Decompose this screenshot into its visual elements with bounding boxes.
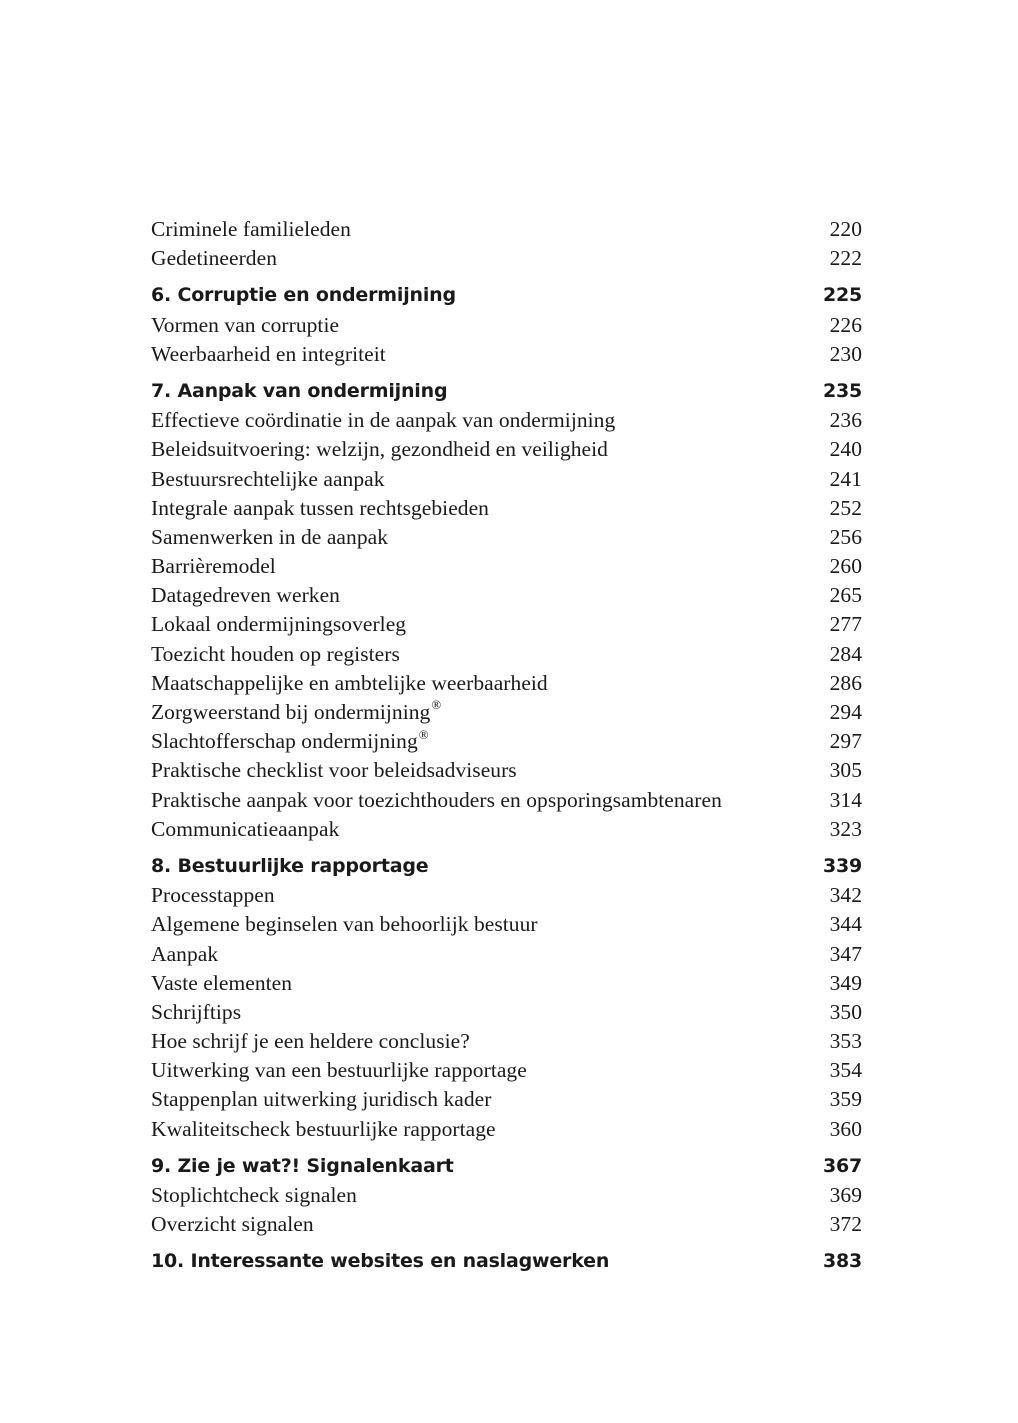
title-text: Barrièremodel [151,554,276,579]
entry-title [151,465,385,494]
toc-entry [151,786,862,815]
chapter-title [151,377,447,406]
toc-entry [151,435,862,464]
page-number: 230 [829,341,862,366]
title-text: Vormen van corruptie [151,312,340,337]
entry-title [151,610,406,639]
toc-entry [151,940,862,969]
title-text: Criminele familieleden [151,217,351,241]
toc-entry [151,910,862,939]
page-number: 339 [822,854,862,877]
page-number: 294 [829,700,862,724]
page-number: 235 [822,379,862,402]
page-number: 360 [829,1116,862,1141]
title-text: Communicatieaanpak [151,816,340,841]
toc-chapter-heading [151,852,862,881]
page-number: 240 [829,437,862,462]
title-text: Effectieve coördinatie in de aanpak van ondermijning [151,408,616,433]
page-number: 236 [829,408,862,433]
title-text: Integrale aanpak tussen rechtsgebieden [151,495,489,520]
title-text: Datagedreven werken [151,583,340,608]
entry-title [151,311,339,340]
toc-entry [151,727,862,756]
title-text: Processtappen [151,883,275,908]
page-number: 286 [829,670,862,695]
entry-title [151,340,386,369]
title-text: Weerbaarheid en integriteit [151,341,386,366]
title-text: Zorgweerstand bij ondermijning [151,700,431,724]
chapter-title [151,1152,454,1181]
entry-title [151,552,276,581]
entry-title [151,815,339,844]
title-text: Schrijftips [151,999,242,1024]
entry-title [151,1085,491,1114]
title-text: Vaste elementen [151,970,293,995]
entry-title [151,435,608,464]
page-number: 220 [829,217,862,241]
title-text: Algemene beginselen van behoorlijk bestuur [151,912,538,937]
title-text: Praktische aanpak voor toezichthouders en opsporingsambtenaren [151,787,722,812]
toc-chapter-heading [151,1247,862,1276]
title-text: Gedetineerden [151,246,277,271]
page-number: 260 [829,554,862,579]
toc-entry [151,669,862,698]
page-number: 225 [822,284,862,307]
entry-title [151,1115,496,1144]
toc-entry [151,1056,862,1085]
toc-entry [151,465,862,494]
toc-entry [151,640,862,669]
entry-title [151,698,441,727]
table-of-contents [151,215,862,1277]
entry-title [151,669,548,698]
entry-title [151,940,218,969]
entry-title [151,1181,357,1210]
title-text: Uitwerking van een bestuurlijke rapportage [151,1058,527,1083]
page-number: 353 [829,1029,862,1054]
entry-title [151,406,615,435]
title-text: Toezicht houden op registers [151,641,400,666]
title-text: Overzicht signalen [151,1212,314,1237]
title-text: 9. Zie je wat?! Signalenkaart [151,1154,454,1177]
toc-entry [151,1210,862,1239]
entry-title [151,998,241,1027]
toc-chapter-heading [151,281,862,310]
entry-title [151,1027,470,1056]
page-number: 265 [829,583,862,608]
entry-title [151,523,388,552]
toc-entry [151,1027,862,1056]
toc-entry [151,969,862,998]
chapter-title [151,281,456,310]
page-number: 305 [829,758,862,783]
page-number: 277 [829,612,862,637]
toc-entry [151,581,862,610]
toc-chapter-heading [151,1152,862,1181]
toc-entry [151,1181,862,1210]
toc-entry [151,340,862,369]
entry-title [151,910,538,939]
toc-chapter-heading [151,377,862,406]
toc-entry [151,1085,862,1114]
title-text: Beleidsuitvoering: welzijn, gezondheid en veiligheid [151,437,608,462]
toc-entry [151,1115,862,1144]
title-text: Kwaliteitscheck bestuurlijke rapportage [151,1116,496,1141]
toc-entry [151,311,862,340]
toc-entry [151,881,862,910]
title-text: 7. Aanpak van ondermijning [151,379,448,402]
toc-entry [151,523,862,552]
toc-entry [151,406,862,435]
page-number: 372 [829,1212,862,1237]
title-text: Praktische checklist voor beleidsadviseurs [151,758,517,783]
page-number: 222 [829,246,862,271]
registered-mark: ® [431,698,442,713]
entry-title [151,881,275,910]
page-number: 349 [829,970,862,995]
toc-entry [151,698,862,727]
toc-entry [151,998,862,1027]
page-number: 252 [829,495,862,520]
title-text: Bestuursrechtelijke aanpak [151,466,385,491]
title-text: Samenwerken in de aanpak [151,524,389,549]
page-number: 284 [829,641,862,666]
toc-entry [151,244,862,273]
title-text: Maatschappelijke en ambtelijke weerbaarheid [151,670,548,695]
entry-title [151,244,277,273]
page-number: 367 [822,1154,862,1177]
entry-title [151,581,340,610]
page-number: 342 [829,883,862,908]
entry-title [151,786,722,815]
title-text: Aanpak [151,941,219,966]
page-number: 226 [829,312,862,337]
page-number: 354 [829,1058,862,1083]
entry-title [151,494,489,523]
page-number: 344 [829,912,862,937]
chapter-title [151,1247,609,1276]
title-text: Stappenplan uitwerking juridisch kader [151,1087,492,1112]
toc-entry [151,815,862,844]
page-number: 359 [829,1087,862,1112]
page-number: 256 [829,524,862,549]
entry-title [151,756,517,785]
title-text: Stoplichtcheck signalen [151,1183,357,1207]
toc-entry [151,756,862,785]
title-text: Lokaal ondermijningsoverleg [151,612,407,637]
toc-entry [151,610,862,639]
toc-entry [151,215,862,244]
toc-entry [151,552,862,581]
page-number: 383 [822,1250,862,1273]
entry-title [151,1210,314,1239]
chapter-title [151,852,428,881]
page-number: 369 [829,1183,862,1207]
entry-title [151,969,292,998]
entry-title [151,215,351,244]
toc-entry [151,494,862,523]
entry-title [151,640,400,669]
title-text: 6. Corruptie en ondermijning [151,284,456,307]
title-text: 10. Interessante websites en naslagwerken [151,1250,610,1273]
entry-title [151,727,429,756]
page-number: 350 [829,999,862,1024]
page-number: 347 [829,941,862,966]
page-number: 323 [829,816,862,841]
page-number: 314 [829,787,862,812]
title-text: Hoe schrijf je een heldere conclusie? [151,1029,470,1054]
entry-title [151,1056,527,1085]
title-text: 8. Bestuurlijke rapportage [151,854,429,877]
title-text: Slachtofferschap ondermijning [151,729,418,754]
page-number: 297 [829,729,862,754]
registered-mark: ® [418,727,429,742]
page-number: 241 [829,466,862,491]
